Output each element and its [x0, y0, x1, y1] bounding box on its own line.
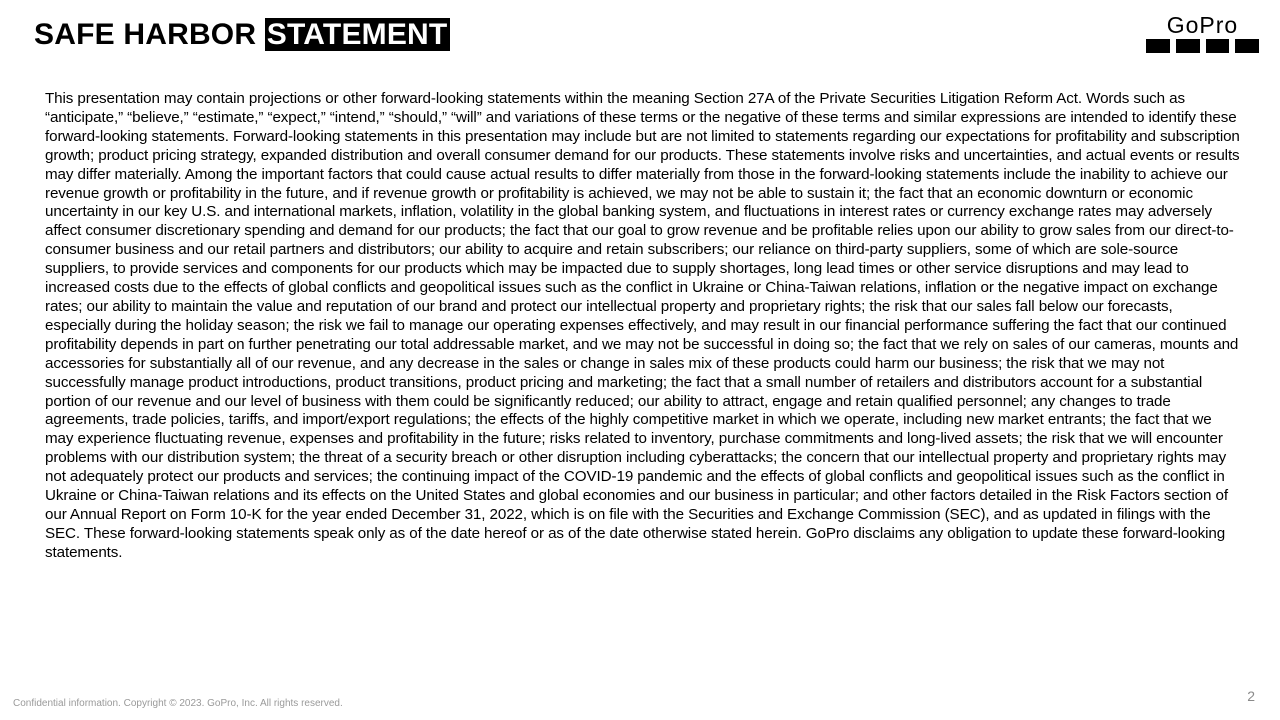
title-part-1: SAFE HARBOR: [34, 18, 257, 51]
logo-blocks-icon: [1146, 39, 1259, 53]
gopro-logo: [1145, 12, 1260, 54]
title-part-2-highlight: STATEMENT: [265, 18, 451, 51]
page-number: 2: [1247, 688, 1255, 704]
logo-block: [1206, 39, 1230, 53]
safe-harbor-paragraph: This presentation may contain projections or other forward-looking statements within the meaning Section 27A of the Private Securities Litigation Reform Act. Words such as “anticipate,” “believe,” “estimate,” “expect,” “intend,” “should,” “will” and variations of these terms or the negative of these terms and similar expressions are intended to identify these forward-looking statements. Forward-looking statements in this presentation may include but are not limited to statements regarding our expectations for profitability and subscription growth; product pricing strategy, expanded distribution and overall consumer demand for our products. These statements involve risks and uncertainties, and actual events or results may differ materially. Among the important factors that could cause actual results to differ materially from those in the forward-looking statements include the inability to achieve our revenue growth or profitability in the future, and if revenue growth or profitability is achieved, we may not be able to sustain it; the fact that an economic downturn or economic uncertainty in our key U.S. and international markets, inflation, volatility in the global banking system, and fluctuations in interest rates or currency exchange rates may adversely affect consumer discretionary spending and demand for our products; the fact that our goal to grow revenue and be profitable relies upon our ability to grow sales from our direct-to-consumer business and our retail partners and distributors; our ability to acquire and retain subscribers; our reliance on third-party suppliers, some of which are sole-source suppliers, to provide services and components for our products which may be impacted due to supply shortages, long lead times or other service disruptions and may lead to increased costs due to the effects of global conflicts and geopolitical issues such as the conflict in Ukraine or China-Taiwan relations, inflation or the negative impact on exchange rates; our ability to maintain the value and reputation of our brand and protect our intellectual property and proprietary rights; the risk that our sales fall below our forecasts, especially during the holiday season; the risk we fail to manage our operating expenses effectively, and may result in our financial performance suffering the fact that our continued profitability depends in part on further penetrating our total addressable market, and we may not be successful in doing so; the fact that we rely on sales of our cameras, mounts and accessories for substantially all of our revenue, and any decrease in the sales or change in sales mix of these products could harm our business; the risk that we may not successfully manage product introductions, product transitions, product pricing and marketing; the fact that a small number of retailers and distributors account for a substantial portion of our revenue and our level of business with them could be significantly reduced; our ability to attract, engage and retain qualified personnel; any changes to trade agreements, trade policies, tariffs, and import/export regulations; the effects of the highly competitive market in which we operate, including new market entrants; the fact that we may experience fluctuating revenue, expenses and profitability in the future; risks related to inventory, purchase commitments and long-lived assets; the risk that we will encounter problems with our distribution system; the threat of a security breach or other disruption including cyberattacks; the concern that our intellectual property and proprietary rights may not adequately protect our products and services; the continuing impact of the COVID-19 pandemic and the effects of global conflicts and geopolitical issues such as the conflict in Ukraine or China-Taiwan relations and its effects on the United States and global economies and our business in particular; and other factors detailed in the Risk Factors section of our Annual Report on Form 10-K for the year ended December 31, 2022, which is on file with the Securities and Exchange Commission (SEC), and as updated in filings with the SEC. These forward-looking statements speak only as of the date hereof or as of the date otherwise stated herein. GoPro disclaims any obligation to update these forward-looking statements.: [45, 90, 1240, 561]
page-title: [34, 17, 450, 53]
logo-block: [1146, 39, 1170, 53]
logo-block: [1235, 39, 1259, 53]
confidential-footer: Confidential information. Copyright © 2023. GoPro, Inc. All rights reserved.: [13, 698, 343, 709]
logo-block: [1176, 39, 1200, 53]
logo-wordmark: GoPro: [1166, 12, 1239, 38]
